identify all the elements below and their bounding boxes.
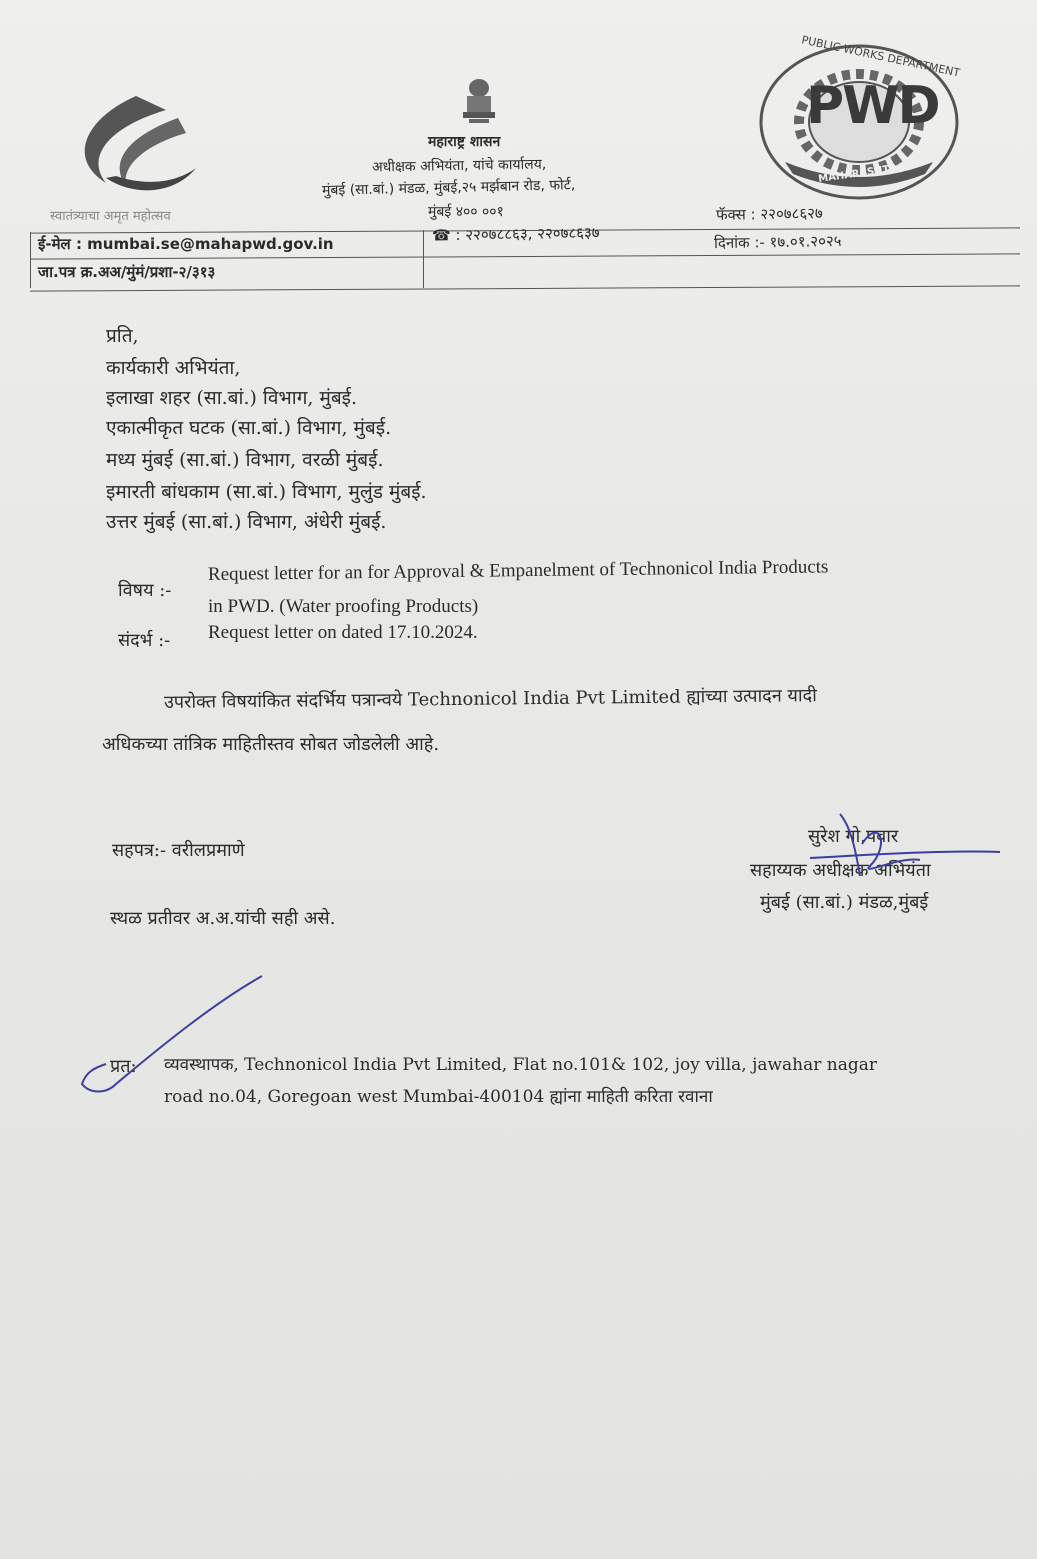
reference-text: Request letter on dated 17.10.2024.	[208, 622, 478, 643]
addressee-line: कार्यकारी अभियंता,	[106, 357, 241, 379]
azadi-logo	[66, 88, 206, 208]
copy-line1: व्यवस्थापक, Technonicol India Pvt Limited, Flat no.101& 102, joy villa, jawahar nagar	[164, 1055, 878, 1075]
signatory-office: मुंबई (सा.बां.) मंडळ,मुंबई	[760, 892, 929, 913]
phone-numbers: ☎ : २२०७८८६३, २२०७८६३७	[431, 223, 600, 245]
copy-label: प्रत:	[110, 1056, 137, 1077]
addressee-to: प्रति,	[106, 325, 139, 347]
reference-number: जा.पत्र क्र.अअ/मुंमं/प्रशा-२/३१३	[38, 263, 216, 281]
fax-number: फॅक्स : २२०७८६२७	[715, 204, 823, 224]
office-address: मुंबई (सा.बां.) मंडळ, मुंबई,२५ मर्झबान रोड, फोर्ट,	[321, 177, 576, 199]
signatory-designation: सहाय्यक अधीक्षक अभियंता	[750, 860, 931, 881]
addressee-line: मध्य मुंबई (सा.बां.) विभाग, वरळी मुंबई.	[106, 449, 384, 471]
govt-name: महाराष्ट्र शासन	[428, 134, 501, 150]
body-line1: उपरोक्त विषयांकित संदर्भिय पत्रान्वये Technonicol India Pvt Limited ह्यांच्या उत्पादन यादी	[163, 685, 817, 713]
header-left-edge	[30, 232, 31, 288]
enclosure-line: सहपत्र:- वरीलप्रमाणे	[112, 840, 245, 861]
header-rule-bottom	[30, 285, 1020, 291]
letter-date: दिनांक :- १७.०१.२०२५	[713, 231, 842, 253]
addressee-line: इमारती बांधकाम (सा.बां.) विभाग, मुलुंड मुंबई.	[106, 481, 427, 503]
addressee-line: इलाखा शहर (सा.बां.) विभाग, मुंबई.	[106, 387, 358, 409]
seal-bottom-text: MAHARASHTRA	[817, 161, 906, 186]
pen-tick-mark	[76, 972, 272, 1102]
addressee-line: उत्तर मुंबई (सा.बां.) विभाग, अंधेरी मुंबई.	[106, 511, 387, 533]
signatory-name: सुरेश गो.पवार	[808, 826, 899, 847]
subject-label: विषय :-	[118, 580, 172, 601]
email-address: ई-मेल : mumbai.se@mahapwd.gov.in	[38, 235, 334, 253]
office-name: अधीक्षक अभियंता, यांचे कार्यालय,	[371, 156, 547, 176]
header-rule-mid	[30, 253, 1020, 259]
subject-line2: in PWD. (Water proofing Products)	[208, 596, 479, 617]
original-copy-note: स्थळ प्रतीवर अ.अ.यांची सही असे.	[110, 908, 336, 929]
handwritten-signature	[800, 806, 1010, 896]
office-pin: मुंबई ४०० ००१	[428, 204, 504, 220]
seal-top-text: PUBLIC WORKS DEPARTMENT	[800, 33, 962, 80]
reference-label: संदर्भ :-	[118, 630, 171, 651]
body-line2: अधिकच्या तांत्रिक माहितीस्तव सोबत जोडलेली आहे.	[102, 734, 440, 755]
state-emblem	[455, 76, 503, 126]
copy-line2: road no.04, Goregoan west Mumbai-400104 ह्यांना माहिती करिता रवाना	[164, 1087, 713, 1107]
seal-center-text: PWD	[806, 76, 939, 136]
header-divider	[423, 230, 424, 288]
subject-line1: Request letter for an for Approval & Empanelment of Technonicol India Products	[207, 556, 829, 585]
logo-caption: स्वातंत्र्याचा अमृत महोत्सव	[50, 209, 171, 224]
addressee-line: एकात्मीकृत घटक (सा.बां.) विभाग, मुंबई.	[106, 417, 392, 439]
